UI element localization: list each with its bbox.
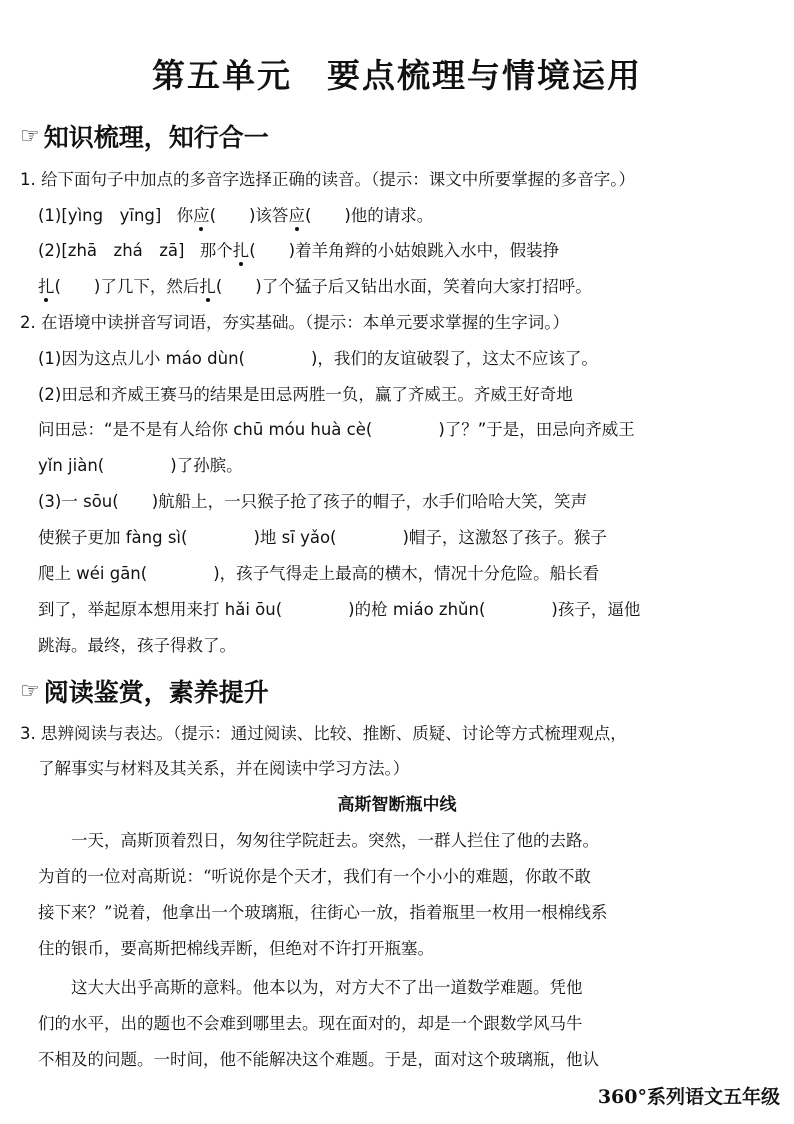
section-label: 阅读鉴赏，素养提升 (43, 678, 269, 707)
section-header-reading (20, 673, 269, 709)
series-footer: 360°系列语文五年级 (597, 1086, 780, 1108)
story-paragraph-line: 接下来？”说着，他拿出一个玻璃瓶，往街心一放，指着瓶里一枚用一根棉线系 (38, 903, 608, 922)
story-paragraph-line: 为首的一位对高斯说：“听说你是个天才，我们有一个小小的难题，你敢不敢 (38, 867, 591, 886)
pinyin-options: (1)[yìng yīng] (38, 206, 162, 225)
story-paragraph-line: 们的水平，出的题也不会难到哪里去。现在面对的，却是一个跟数学风马牛 (38, 1014, 583, 1033)
pinyin-options: (2)[zhā zhá zā] (38, 241, 185, 260)
question-1-sentence-2-cont (38, 273, 592, 297)
question-3-stem: 了解事实与材料及其关系，并在阅读中学习方法。） (38, 759, 410, 778)
question-2-line[interactable]: 爬上 wéi gān( )，孩子气得走上最高的横木，情况十分危险。船长看 (38, 564, 600, 583)
question-2-line[interactable]: 到了，举起原本想用来打 hǎi ōu( )的枪 miáo zhǔn( )孩子，逼他 (38, 600, 641, 619)
answer-blank[interactable]: ( )该答 (209, 206, 289, 225)
story-paragraph-line: 一天，高斯顶着烈日，匆匆往学院赶去。突然，一群人拦住了他的去路。 (38, 831, 599, 850)
story-title: 高斯智断瓶中线 (337, 795, 457, 815)
section-label: 知识梳理，知行合一 (43, 123, 269, 152)
dotted-char: 扎 (199, 277, 216, 296)
story-paragraph-line: 住的银币，要高斯把棉线弄断，但绝对不许打开瓶塞。 (38, 939, 434, 958)
answer-blank[interactable]: ( )他的请求。 (304, 206, 434, 225)
question-2-line[interactable]: (3)一 sōu( )航船上，一只猴子抢了孩子的帽子，水手们哈哈大笑，笑声 (38, 492, 588, 511)
question-2-line[interactable]: 使猴子更加 fàng sì( )地 sī yǎo( )帽子，这激怒了孩子。猴子 (38, 528, 607, 547)
question-2-line[interactable]: 问田忌：“是不是有人给你 chū móu huà cè( )了？”于是，田忌向齐威王 (38, 420, 635, 439)
answer-blank[interactable]: ( )了几下，然后 (54, 277, 200, 296)
dotted-char: 应 (288, 206, 305, 225)
question-3-stem: 3. 思辨阅读与表达。（提示：通过阅读、比较、推断、质疑、讨论等方式梳理观点， (20, 724, 627, 743)
dotted-char: 扎 (38, 277, 55, 296)
question-2-line[interactable]: (1)因为这点儿小 máo dùn( )，我们的友谊破裂了，这太不应该了。 (38, 349, 598, 368)
dotted-char: 应 (193, 206, 210, 225)
question-1-sentence-2: (2)[zhā zhá zā] 那个扎( )着羊角辫的小姑娘跳入水中，假装挣 (38, 241, 560, 260)
story-paragraph-line: 不相及的问题。一时间，他不能解决这个难题。于是，面对这个玻璃瓶，他认 (38, 1050, 599, 1069)
pointing-hand-icon: ☞ (20, 678, 40, 704)
pointing-hand-icon: ☞ (20, 123, 40, 149)
question-1-sentence-1: (1)[yìng yīng] 你应( )该答应( )他的请求。 (38, 206, 434, 225)
answer-blank[interactable]: ( )了个猛子后又钻出水面，笑着向大家打招呼。 (215, 277, 592, 296)
dotted-char: 扎 (232, 241, 250, 260)
question-2-stem: 2. 在语境中读拼音写词语，夯实基础。（提示：本单元要求掌握的生字词。） (20, 313, 569, 332)
question-1-stem: 1. 给下面句子中加点的多音字选择正确的读音。（提示：课文中所要掌握的多音字。） (20, 170, 635, 189)
page-title: 第五单元 要点梳理与情境运用 (152, 56, 642, 95)
question-2-line: (2)田忌和齐威王赛马的结果是田忌两胜一负，赢了齐威王。齐威王好奇地 (38, 385, 573, 404)
question-2-line: 跳海。最终，孩子得救了。 (38, 636, 236, 655)
answer-blank[interactable]: ( )着羊角辫的小姑娘跳入水中，假装挣 (249, 241, 560, 260)
section-header-knowledge (20, 118, 269, 154)
story-paragraph-line: 这大大出乎高斯的意料。他本以为，对方大不了出一道数学难题。凭他 (38, 978, 583, 997)
question-2-line[interactable]: yǐn jiàn( )了孙膑。 (38, 456, 243, 475)
